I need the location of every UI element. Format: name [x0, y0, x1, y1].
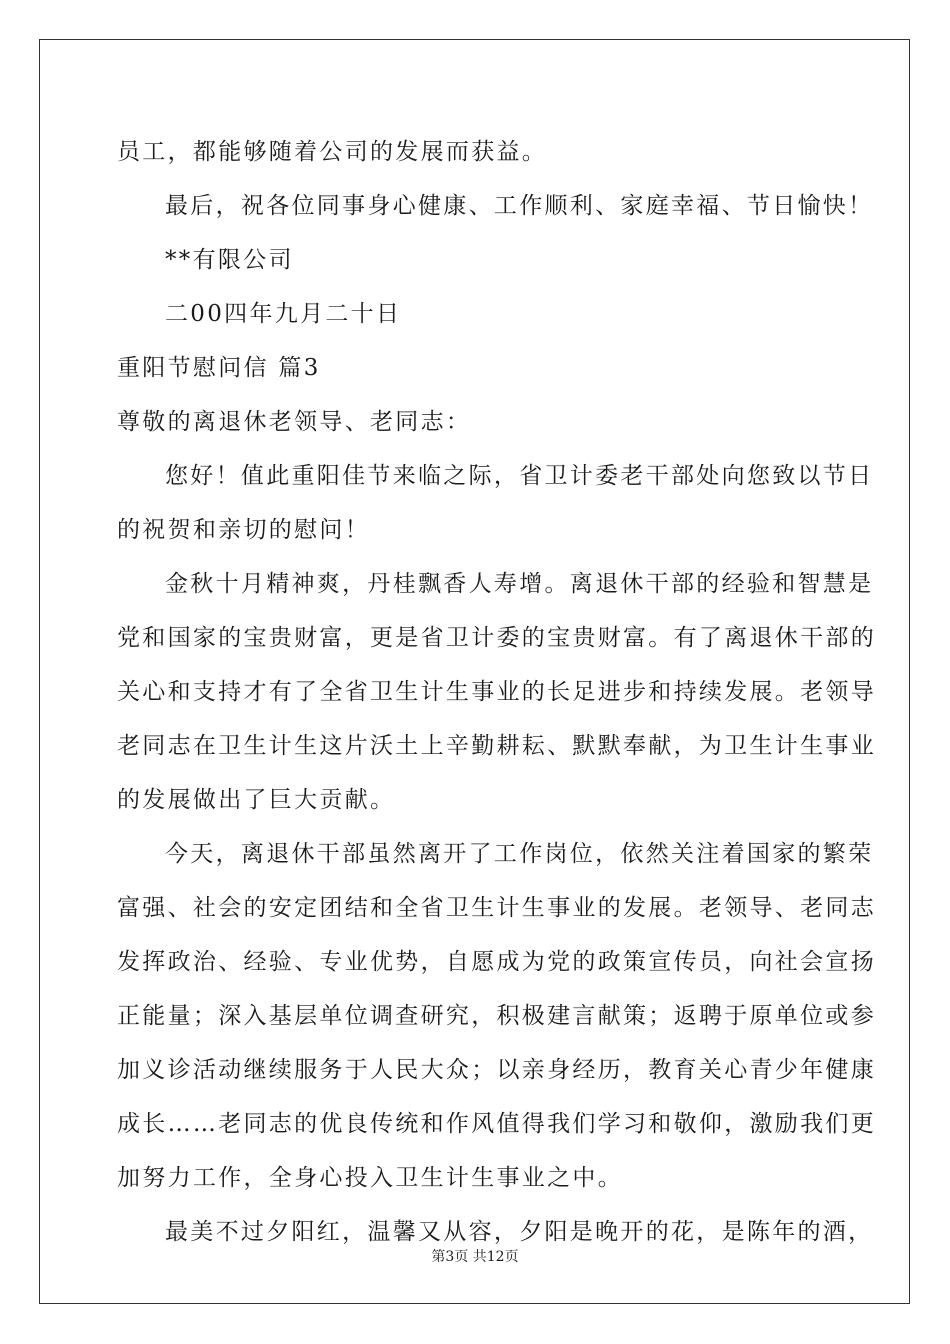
text-line: **有限公司: [165, 247, 294, 273]
text-line: 重阳节慰问信 篇3: [117, 355, 321, 381]
text-line: 最美不过夕阳红，温馨又从容，夕阳是晚开的花，是陈年的酒，: [165, 1219, 874, 1245]
text-line: 发挥政治、经验、专业优势，自愿成为党的政策宣传员，向社会宣扬: [117, 949, 876, 975]
text-line: 加义诊活动继续服务于人民大众；以亲身经历，教育关心青少年健康: [117, 1057, 876, 1083]
text-line: 二00四年九月二十日: [165, 301, 402, 327]
text-line: 富强、社会的安定团结和全省卫生计生事业的发展。老领导、老同志: [117, 895, 876, 921]
page-footer: [0, 1246, 950, 1266]
page-number-text: 第3页 共12页: [431, 1249, 519, 1265]
text-line: 老同志在卫生计生这片沃土上辛勤耕耘、默默奉献，为卫生计生事业: [117, 733, 876, 759]
text-line: 正能量；深入基层单位调查研究，积极建言献策；返聘于原单位或参: [117, 1003, 876, 1029]
text-line: 的祝贺和亲切的慰问！: [117, 517, 370, 543]
text-line: 今天，离退休干部虽然离开了工作岗位，依然关注着国家的繁荣: [165, 841, 874, 867]
text-line: 最后，祝各位同事身心健康、工作顺利、家庭幸福、节日愉快！: [165, 193, 874, 219]
text-line: 成长……老同志的优良传统和作风值得我们学习和敬仰，激励我们更: [117, 1111, 876, 1137]
text-line: 金秋十月精神爽，丹桂飘香人寿增。离退休干部的经验和智慧是: [165, 571, 874, 597]
text-line: 党和国家的宝贵财富，更是省卫计委的宝贵财富。有了离退休干部的: [117, 625, 876, 651]
text-line: 您好！值此重阳佳节来临之际，省卫计委老干部处向您致以节日: [165, 463, 874, 489]
text-line: 关心和支持才有了全省卫生计生事业的长足进步和持续发展。老领导: [117, 679, 876, 705]
text-line: 尊敬的离退休老领导、老同志：: [117, 409, 472, 435]
document-body: [117, 125, 876, 1259]
text-line: 加努力工作，全身心投入卫生计生事业之中。: [117, 1165, 623, 1191]
text-line: 的发展做出了巨大贡献。: [117, 787, 396, 813]
text-line: 员工，都能够随着公司的发展而获益。: [117, 139, 548, 165]
